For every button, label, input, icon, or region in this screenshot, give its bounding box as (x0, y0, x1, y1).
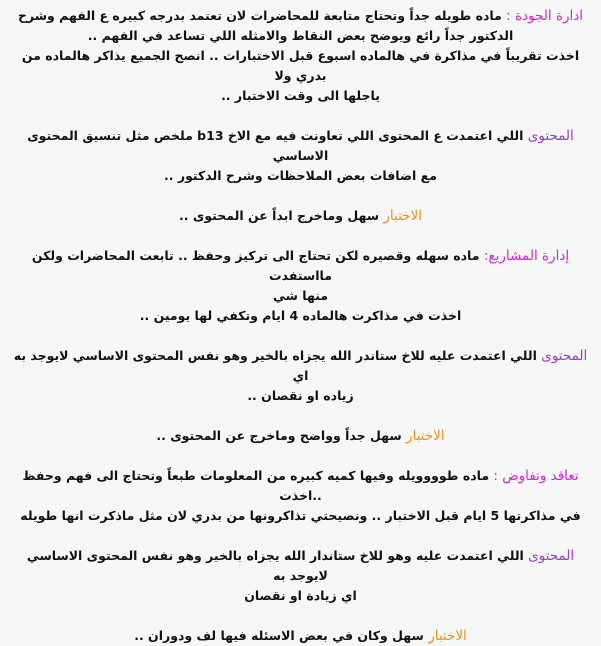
exam-line (10, 626, 591, 646)
course-paragraph-contracts (10, 466, 591, 526)
course-text: الدكتور جداً رائع ويوضح بعض النقاط والامثله اللي تساعد في الفهم .. (87, 28, 514, 43)
content-paragraph (10, 346, 591, 406)
exam-text: سهل وكان في بعض الاسئله فيها لف ودوران .. (134, 628, 424, 643)
content-paragraph (10, 546, 591, 606)
course-text: ماده طويله جداً وتحتاج متابعة للمحاضرات لان تعتمد بدرجه كبيره ع الفهم وشرح (17, 8, 502, 23)
exam-paragraph (10, 626, 591, 646)
content-text: اللي اعتمدت ع المحتوى اللي تعاونت فيه مع الاخ b13 ملخص مثل تنسيق المحتوى الاساسي (27, 128, 524, 163)
course-title: إدارة المشاريع: (483, 248, 570, 264)
exam-label: الاختبار (383, 208, 422, 224)
exam-text: سهل جداً وواضح وماخرج عن المحتوى .. (156, 428, 402, 443)
exam-paragraph (10, 206, 591, 226)
content-text: اي زيادة او نقصان (244, 588, 357, 603)
course-text: ماده سهله وقصيره لكن تحتاج الى تركيز وحفظ .. تابعت المحاضرات ولكن مااستفدت (31, 248, 480, 283)
exam-line (10, 426, 591, 446)
content-text: زياده او نقصان .. (247, 388, 354, 403)
course-line (10, 466, 591, 506)
course-text: منها شي (272, 288, 329, 303)
exam-paragraph (10, 426, 591, 446)
course-paragraph-quality (10, 6, 591, 106)
exam-text: سهل وماخرج ابداً عن المحتوى .. (179, 208, 380, 223)
course-text: في مذاكرتها 5 ايام قبل الاختبار .. ونصيحتي تذاكرونها من بدري لان مثل ماذكرت انها طويله (20, 508, 581, 523)
exam-label: الاختبار (428, 628, 467, 644)
content-label: المحتوى (527, 128, 574, 144)
content-line (10, 126, 591, 166)
course-line (10, 246, 591, 286)
content-paragraph (10, 126, 591, 186)
content-label: المحتوى (528, 548, 575, 564)
exam-label: الاختبار (406, 428, 445, 444)
exam-line (10, 206, 591, 226)
content-line (10, 346, 591, 386)
course-line (10, 6, 591, 26)
course-text: اخذت في مذاكرت هالماده 4 ايام وتكفي لها يومين .. (139, 308, 462, 323)
course-text: اخذت تقريباً في مذاكرة في هالماده اسبوع قبل الاختبارات .. انصح الجميع يذاكر هالماده من بدري ولا (21, 48, 580, 83)
content-line (10, 546, 591, 586)
content-text: اللي اعتمدت عليه وهو للاخ ستاندار الله يجزاه بالخير وهو نفس المحتوى الاساسي لايوجد به (26, 548, 524, 583)
course-title: تعاقد وتفاوض : (493, 468, 579, 484)
course-text: ياجلها الى وقت الاختبار .. (221, 88, 380, 103)
content-label: المحتوى (541, 348, 588, 364)
course-title: ادارة الجودة : (506, 8, 584, 24)
content-text: اللي اعتمدت عليه للاخ ستاندر الله يجزاه بالخير وهو نفس المحتوى الاساسي لايوجد به اي (13, 348, 537, 383)
course-text: ماده طوووويله وفيها كميه كبيره من المعلومات طبعاً وتحتاج الى فهم وحفظ ..اخذت (22, 468, 490, 503)
course-paragraph-projects (10, 246, 591, 326)
content-text: مع اضافات بعض الملاحظات وشرح الدكتور .. (164, 168, 437, 183)
